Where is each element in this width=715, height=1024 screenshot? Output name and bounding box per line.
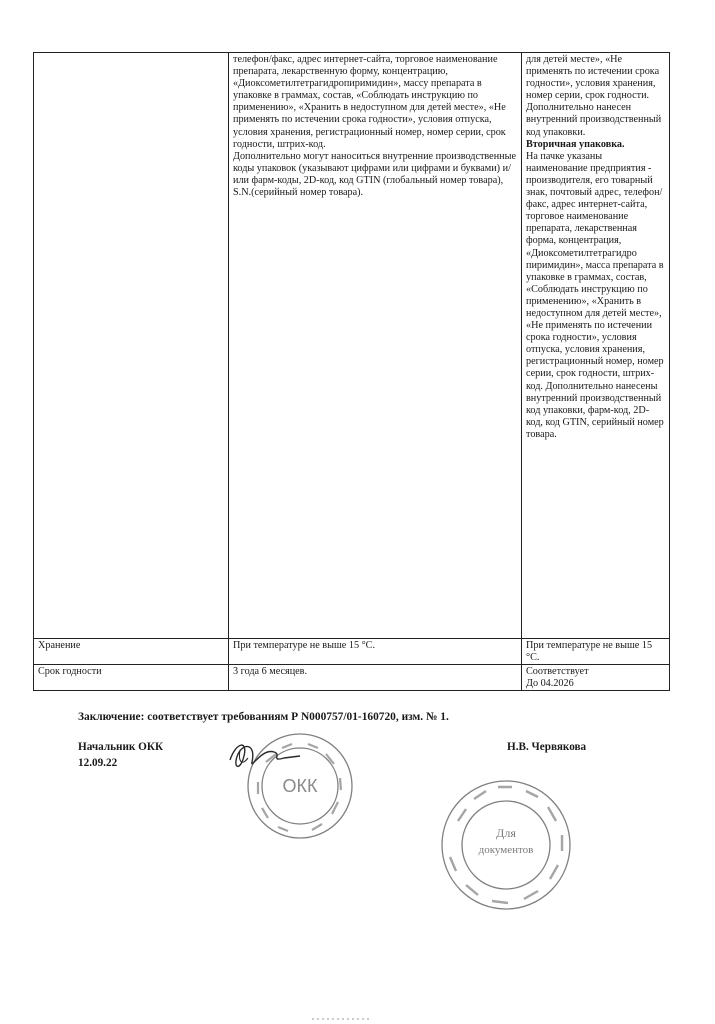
org-stamp-line1: Для	[496, 826, 516, 840]
table-row-shelf-life	[34, 665, 670, 691]
sign-date: 12.09.22	[78, 757, 118, 769]
requirement-text-2: Дополнительно могут наноситься внутренние производственные коды упаковок (указывают цифрами или цифрами и буквами) и/или фарм-коды, 2D-код, код GTIN (глобальный номер товара), S.N.(серийный номер товара).	[233, 150, 516, 199]
scan-artifact	[312, 1016, 372, 1022]
okk-stamp-text: ОКК	[282, 776, 318, 796]
shelf-life-requirement: 3 года 6 месяцев.	[229, 665, 522, 691]
shelf-life-label: Срок годности	[34, 665, 229, 691]
cell-continuation-result	[522, 53, 670, 639]
requirement-text-1: телефон/факс, адрес интернет-сайта, торговое наименование препарата, лекарственную форму, концентрацию, «Диоксометилтетрагидропиримидин», массу препарата в упаковке в граммах, состав, «Соблюдать инструкцию по применению», «Хранить в недоступном для детей месте», «Не применять по истечении срока годности», условия отпуска, условия хранения, регистрационный номер, номер серии, срок годности, штрих-код.	[233, 54, 506, 150]
result-text-1: для детей месте», «Не применять по истечении срока годности», условия хранения, номер серии, срок годности. Дополнительно нанесен внутренний производственный код упаковки.	[526, 54, 662, 138]
org-stamp-line2: документов	[478, 844, 534, 856]
secondary-packaging-heading: Вторичная упаковка.	[526, 138, 625, 150]
shelf-life-result-status: Соответствует	[526, 666, 589, 678]
shelf-life-result-date: До 04.2026	[526, 678, 574, 690]
table-row-storage	[34, 639, 670, 665]
result-text-2: На пачке указаны наименование предприятия - производителя, его товарный знак, почтовый адрес, телефон/факс, адрес интернет-сайта, торговое наименование препарата, лекарственная форма, концентрация, «Диоксометилтетрагидро пиримидин», масса препарата в упаковке в граммах, состав, «Соблюдать инструкцию по применению», «Хранить в недоступном для детей месте», «Не применять по истечении срока годности», условия отпуска, условия хранения, регистрационный номер, номер серии, срок годности, штрих-код. Дополнительно нанесены внутренний производственный код упаковки, фарм-код, 2D-код, код GTIN, серийный номер товара.	[526, 150, 664, 440]
conclusion-text: Заключение: соответствует требованиям Р N000757/01-160720, изм. № 1.	[78, 711, 449, 723]
signer-role: Начальник ОКК	[78, 741, 164, 753]
spec-table	[33, 52, 670, 691]
storage-label: Хранение	[34, 639, 229, 665]
storage-requirement: При температуре не выше 15 °С.	[229, 639, 522, 665]
cell-continuation-requirement	[229, 53, 522, 639]
table-row-continuation	[34, 53, 670, 639]
organization-stamp	[436, 775, 576, 915]
shelf-life-result	[522, 665, 670, 691]
signer-name: Н.В. Червякова	[507, 741, 587, 753]
storage-result: При температуре не выше 15 °С.	[522, 639, 670, 665]
cell-continuation-label	[34, 53, 229, 639]
signature	[222, 732, 342, 792]
